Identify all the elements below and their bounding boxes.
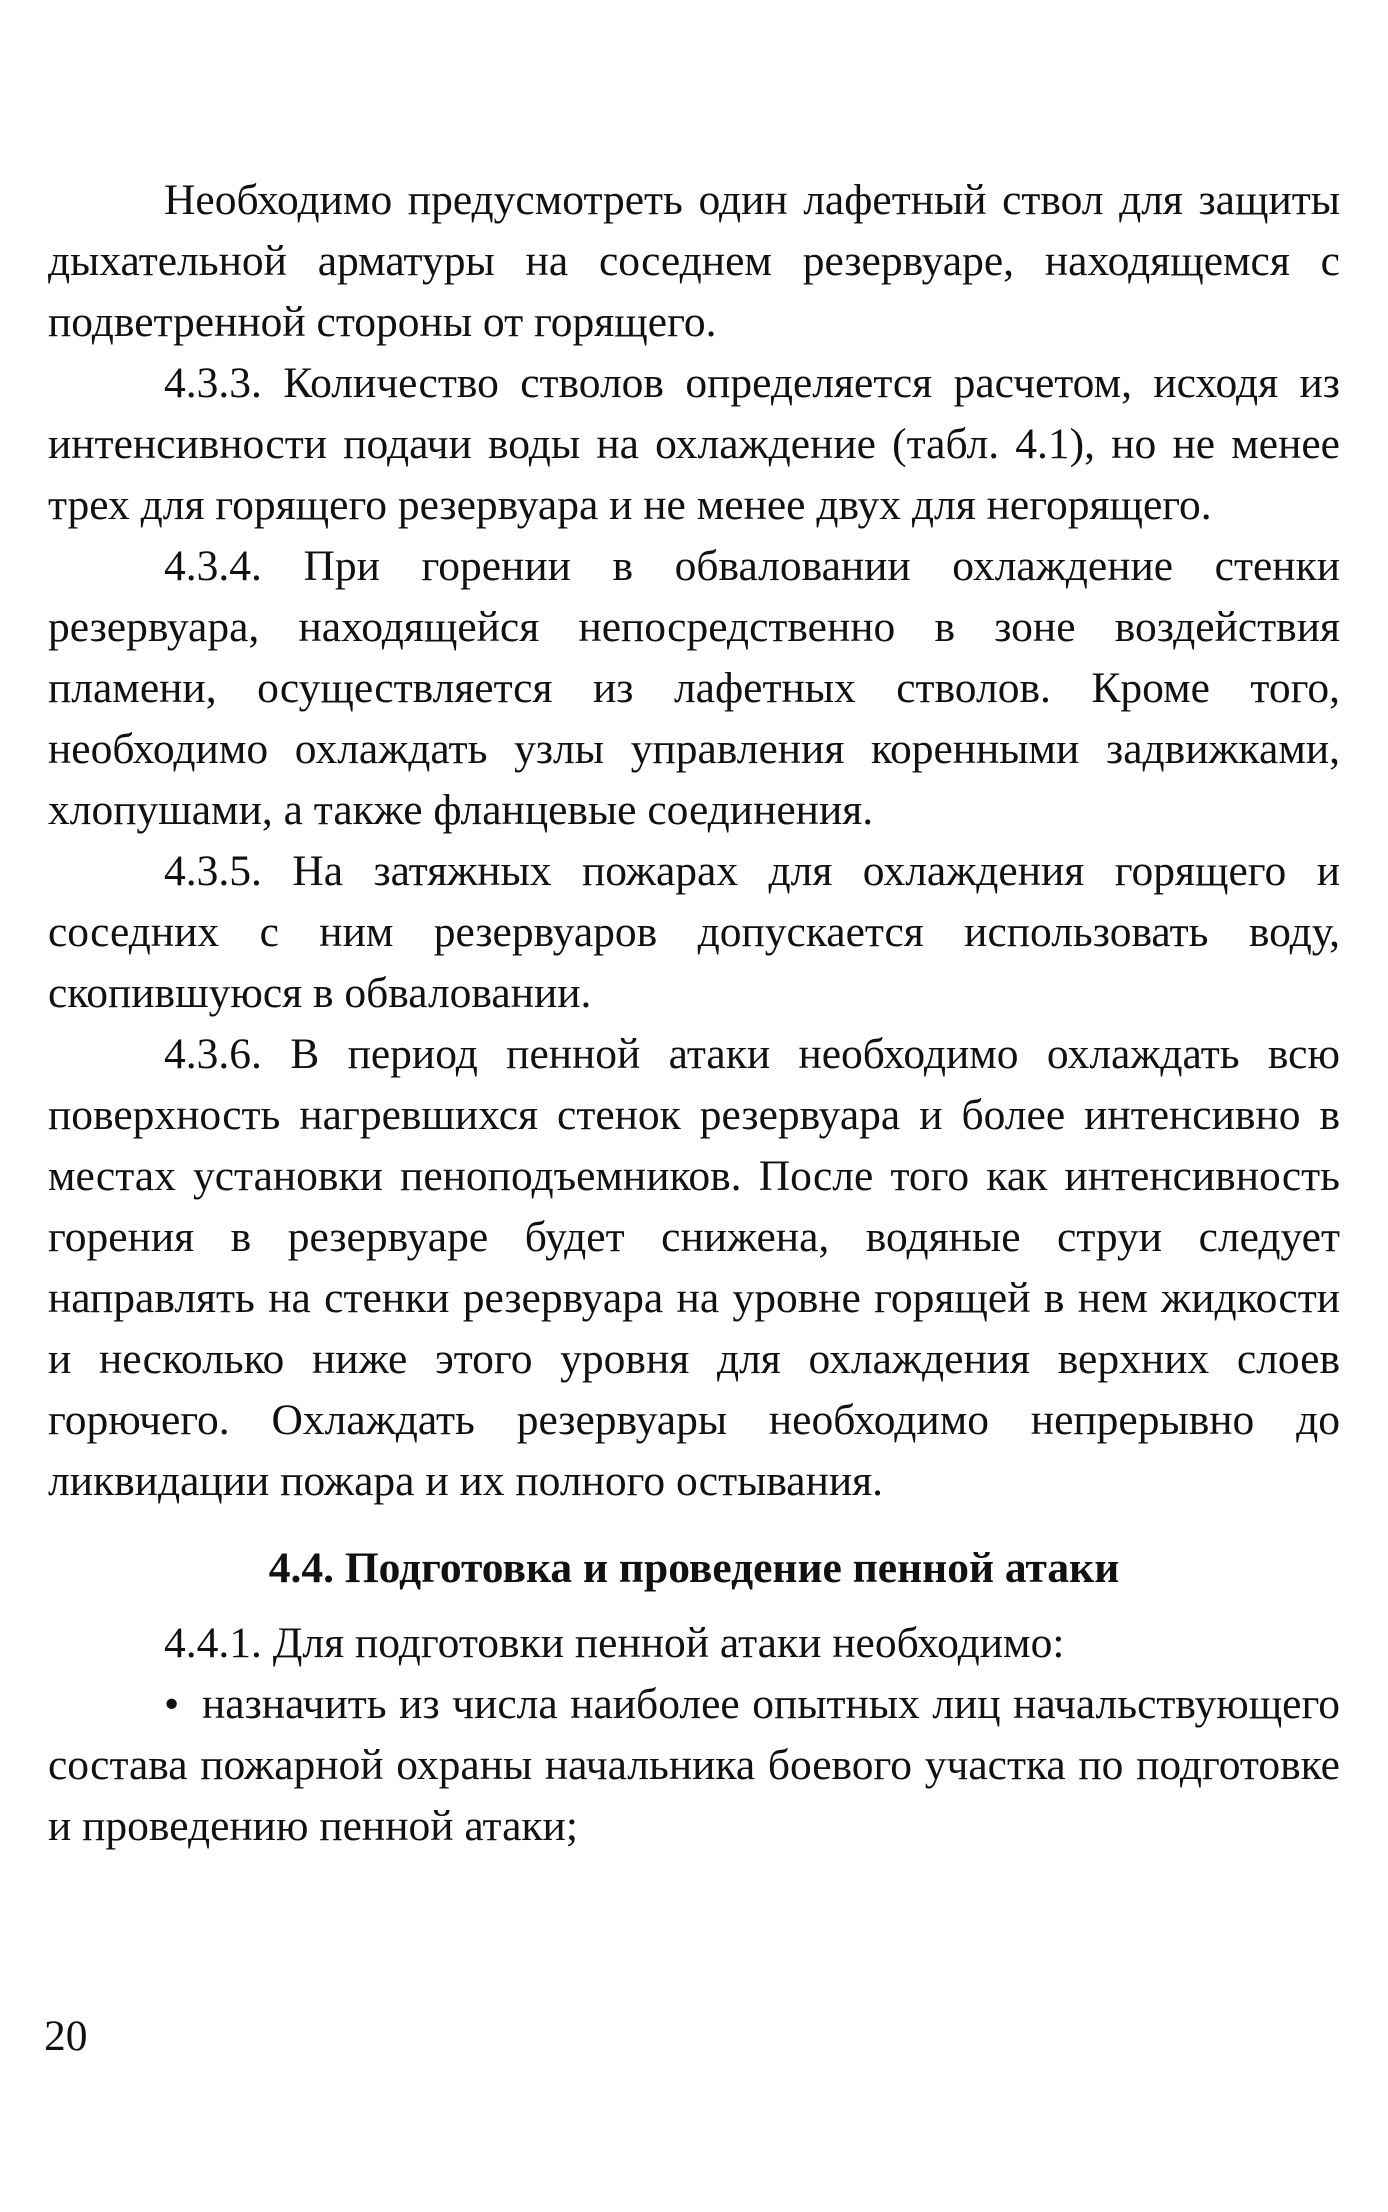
paragraph-4-3-5: 4.3.5. На затяжных пожарах для охлаждения горящего и соседних с ним резервуаров допускается использовать воду, скопившуюся в обваловании. — [48, 847, 1340, 1017]
section-heading: 4.4. Подготовка и проведение пенной атаки — [268, 1544, 1120, 1592]
bullet-marker: • — [164, 1680, 180, 1728]
bullet-text: назначить из числа наиболее опытных лиц начальствующего состава пожарной охраны начальника боевого участка по подготовке и проведению пенной атаки; — [48, 1680, 1340, 1850]
paragraph-intro: Необходимо предусмотреть один лафетный ствол для защиты дыхательной арматуры на соседнем резервуаре, находящемся с подветренной стороны от горящего. — [48, 176, 1340, 346]
bullet-item — [48, 1674, 1340, 1857]
page-content — [48, 170, 1340, 1857]
paragraph-4-3-6: 4.3.6. В период пенной атаки необходимо охлаждать всю поверхность нагревшихся стенок резервуара и более интенсивно в местах установки пеноподъемников. После того как интенсивность горения в резервуаре будет снижена, водяные струи следует направлять на стенки резервуара на уровне горящей в нем жидкости и несколько ниже этого уровня для охлаждения верхних слоев горючего. Охлаждать резервуары необходимо непрерывно до ликвидации пожара и их полного остывания. — [48, 1030, 1340, 1505]
paragraph-4-3-4: 4.3.4. При горении в обваловании охлаждение стенки резервуара, находящейся непосредственно в зоне воздействия пламени, осуществляется из лафетных стволов. Кроме того, необходимо охлаждать узлы управления коренными задвижками, хлопушами, а также фланцевые соединения. — [48, 542, 1340, 834]
page-number: 20 — [44, 2012, 88, 2060]
paragraph-4-4-1: 4.4.1. Для подготовки пенной атаки необходимо: — [164, 1619, 1065, 1667]
paragraph-4-3-3: 4.3.3. Количество стволов определяется расчетом, исходя из интенсивности подачи воды на охлаждение (табл. 4.1), но не менее трех для горящего резервуара и не менее двух для негорящего. — [48, 359, 1340, 529]
